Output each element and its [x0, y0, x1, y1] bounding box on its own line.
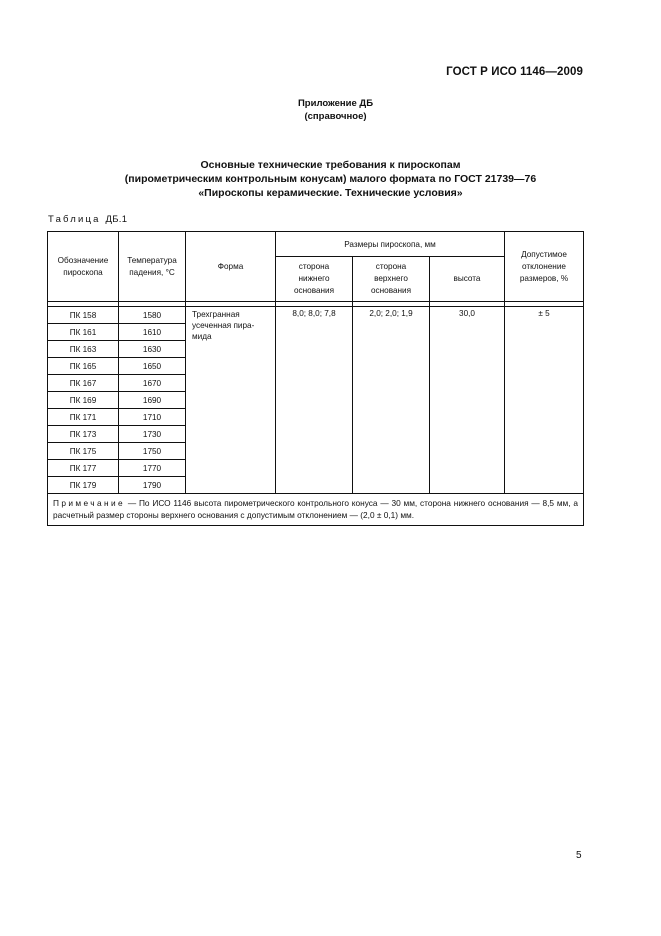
upper-side-cell: 2,0; 2,0; 1,9: [353, 307, 430, 494]
title-line: Основные технические требования к пироскопам: [200, 159, 461, 171]
header-designation: Обозначение пироскопа: [48, 232, 119, 302]
temperature-cell: 1670: [119, 375, 186, 392]
document-code: ГОСТ Р ИСО 1146—2009: [446, 66, 583, 78]
designation-cell: ПК 173: [48, 426, 119, 443]
spec-table: [47, 231, 584, 526]
designation-cell: ПК 165: [48, 358, 119, 375]
designation-cell: ПК 177: [48, 460, 119, 477]
section-title: [60, 158, 601, 200]
table-note: [48, 494, 584, 526]
temperature-cell: 1770: [119, 460, 186, 477]
designation-cell: ПК 158: [48, 307, 119, 324]
temperature-cell: 1580: [119, 307, 186, 324]
appendix-heading: [0, 97, 661, 123]
temperature-cell: 1650: [119, 358, 186, 375]
header-tolerance: Допустимое отклонение размеров, %: [505, 232, 584, 302]
temperature-cell: 1710: [119, 409, 186, 426]
header-sizes-group: Размеры пироскопа, мм: [276, 232, 505, 257]
note-label: Примечание: [53, 498, 126, 508]
table-row: [48, 307, 584, 324]
header-temperature: Температура падения, °С: [119, 232, 186, 302]
appendix-subtitle: (справочное): [304, 111, 367, 122]
temperature-cell: 1630: [119, 341, 186, 358]
note-text: — По ИСО 1146 высота пирометрического контрольного конуса — 30 мм, сторона нижнего основания — 8,5 мм, а расчетный размер стороны верхнего основания с допустимым отклонением — (2,0 ± 0,1) мм.: [53, 498, 578, 520]
designation-cell: ПК 163: [48, 341, 119, 358]
designation-cell: ПК 169: [48, 392, 119, 409]
temperature-cell: 1690: [119, 392, 186, 409]
form-cell: Трехгранная усеченная пира- мида: [186, 307, 276, 494]
table-caption: [48, 214, 127, 225]
designation-cell: ПК 179: [48, 477, 119, 494]
designation-cell: ПК 167: [48, 375, 119, 392]
header-upper-side: сторона верхнего основания: [353, 257, 430, 302]
temperature-cell: 1730: [119, 426, 186, 443]
lower-side-cell: 8,0; 8,0; 7,8: [276, 307, 353, 494]
designation-cell: ПК 171: [48, 409, 119, 426]
table-note-row: [48, 494, 584, 526]
designation-cell: ПК 161: [48, 324, 119, 341]
temperature-cell: 1790: [119, 477, 186, 494]
title-line: «Пироскопы керамические. Технические условия»: [198, 187, 463, 199]
title-line: (пирометрическим контрольным конусам) малого формата по ГОСТ 21739—76: [124, 173, 537, 185]
header-form: Форма: [186, 232, 276, 302]
tolerance-cell: ± 5: [505, 307, 584, 494]
temperature-cell: 1610: [119, 324, 186, 341]
header-lower-side: сторона нижнего основания: [276, 257, 353, 302]
designation-cell: ПК 175: [48, 443, 119, 460]
table-caption-number: ДБ.1: [105, 214, 128, 225]
appendix-title: Приложение ДБ: [297, 98, 374, 109]
height-cell: 30,0: [430, 307, 505, 494]
temperature-cell: 1750: [119, 443, 186, 460]
table-caption-prefix: Таблица: [48, 214, 101, 225]
page-number: 5: [576, 850, 582, 861]
header-height: высота: [430, 257, 505, 302]
